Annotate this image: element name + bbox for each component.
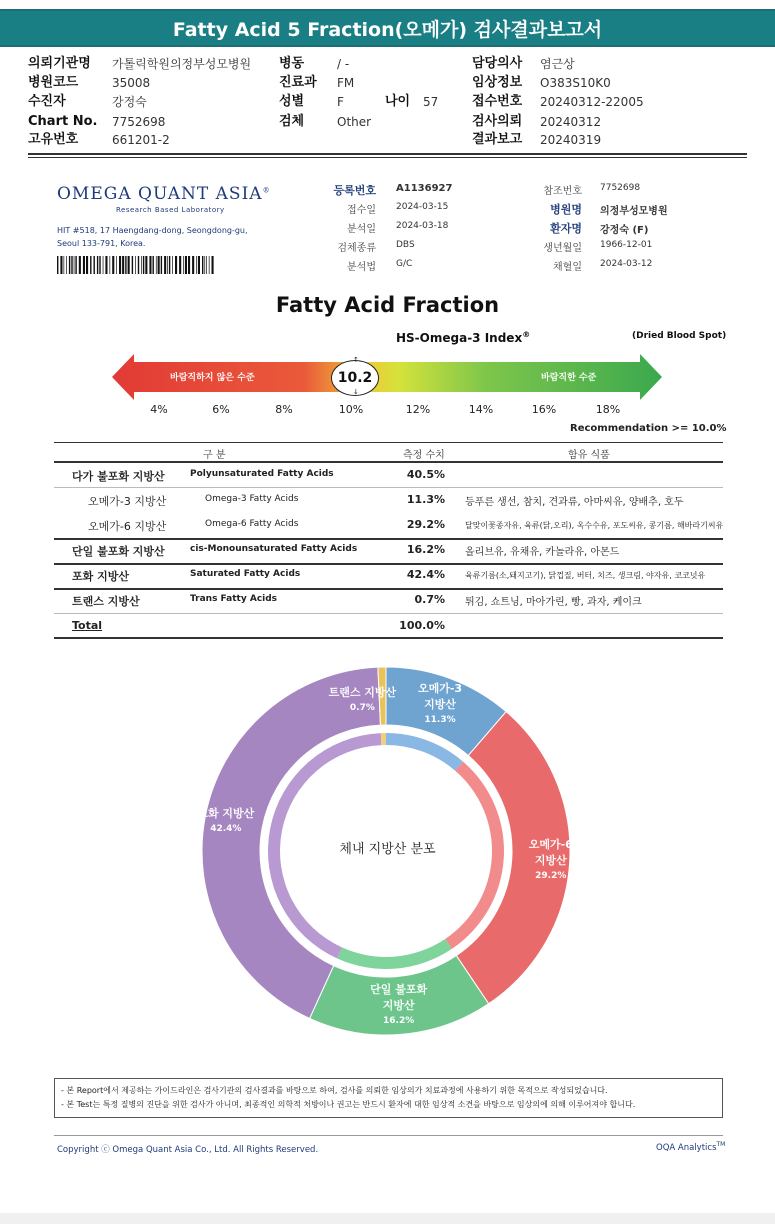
label-patient: 수진자 — [28, 94, 66, 109]
barcode-bar — [196, 256, 197, 274]
barcode-bar — [212, 256, 214, 274]
label-hospital-name: 병원명 — [550, 203, 582, 216]
barcode-bar — [99, 256, 100, 274]
barcode-bar — [172, 256, 173, 274]
barcode-bar — [60, 256, 62, 274]
barcode-bar — [86, 256, 88, 274]
value-specimen: Other — [337, 115, 372, 129]
barcode-bar — [110, 256, 111, 274]
row-en: Polyunsaturated Fatty Acids — [190, 469, 334, 479]
label-patient-name: 환자명 — [550, 222, 582, 235]
value-sex: F — [337, 95, 344, 109]
tick-label: 10% — [338, 403, 364, 416]
barcode-bar — [132, 256, 133, 274]
barcode-bar — [103, 256, 104, 274]
value-reference-no: 7752698 — [600, 183, 641, 193]
barcode-bar — [143, 256, 144, 274]
value-hospital-code: 35008 — [112, 76, 151, 90]
note-line: - 본 Report에서 제공하는 가이드라인은 검사기관의 검사결과를 바탕으로 하여, 검사를 의뢰한 임상의가 치료과정에 사용하기 위한 목적으로 작성되었습니다. — [61, 1086, 608, 1095]
label-hospital-code: 병원코드 — [28, 75, 79, 90]
lab-address-line2: Seoul 133-791, Korea. — [57, 239, 146, 248]
index-title: HS-Omega-3 Index® — [396, 330, 531, 345]
tick-label: 16% — [531, 403, 557, 416]
label-desirable: 바람직한 수준 — [541, 373, 597, 383]
label-physician: 담당의사 — [472, 56, 523, 71]
value-hospital-name: 의정부성모병원 — [600, 206, 668, 217]
label-receipt-date: 접수일 — [347, 205, 376, 216]
label-test-request: 검사의뢰 — [472, 114, 523, 129]
table-header-category: 구 분 — [203, 450, 226, 461]
table-header-line — [54, 461, 723, 463]
barcode-bar — [179, 256, 181, 274]
row-value: 40.5% — [406, 468, 445, 481]
row-value: 16.2% — [406, 543, 445, 556]
barcode-bar — [122, 256, 124, 274]
pointer-down-icon: ↓ — [353, 388, 359, 396]
label-receipt-no: 접수번호 — [472, 94, 523, 109]
lab-tagline: Research Based Laboratory — [116, 206, 225, 214]
barcode-bar — [105, 256, 107, 274]
barcode-bar — [57, 256, 58, 274]
donut-label-1 — [418, 681, 462, 727]
label-age: 나이 — [385, 94, 411, 109]
index-note: (Dried Blood Spot) — [632, 331, 727, 341]
label-analysis-date: 분석일 — [347, 224, 376, 235]
barcode-bar — [153, 256, 154, 274]
row-en: cis-Monounsaturated Fatty Acids — [190, 544, 358, 554]
barcode-bar — [145, 256, 147, 274]
donut-label-3 — [370, 982, 427, 1028]
donut-label-name: 지방산 — [382, 999, 415, 1013]
barcode-bar — [125, 256, 126, 274]
value-analysis-date: 2024-03-18 — [396, 221, 449, 231]
barcode-bar — [128, 256, 130, 274]
row-ko: 트랜스 지방산 — [72, 595, 140, 608]
barcode-image — [57, 256, 215, 274]
total-value: 100.0% — [399, 619, 445, 632]
bottom-strip — [0, 1213, 775, 1224]
donut-label-percent: 11.3% — [424, 714, 456, 725]
label-clinical-info: 임상정보 — [472, 75, 523, 90]
label-requesting-institution: 의뢰기관명 — [28, 56, 91, 71]
value-test-request: 20240312 — [540, 115, 602, 129]
footer-divider — [54, 1135, 723, 1136]
label-specimen: 검체 — [279, 114, 305, 129]
barcode-bar — [69, 256, 70, 274]
row-en: Omega-6 Fatty Acids — [205, 519, 299, 529]
row-value: 11.3% — [406, 493, 445, 506]
barcode-bar — [202, 256, 203, 274]
row-ko: 오메가-3 지방산 — [88, 495, 167, 508]
label-unique-id: 고유번호 — [28, 132, 79, 147]
value-age: 57 — [423, 95, 439, 109]
label-registration-no: 등록번호 — [333, 184, 376, 197]
label-chart-no: Chart No. — [28, 114, 98, 129]
value-receipt-date: 2024-03-15 — [396, 202, 449, 212]
donut-label-percent: 16.2% — [383, 1016, 415, 1027]
row-food: 올리브유, 유채유, 카놀라유, 아몬드 — [465, 547, 620, 558]
barcode-bar — [116, 256, 117, 274]
row-divider — [54, 487, 723, 488]
value-department: FM — [337, 76, 355, 90]
label-analysis-method: 분석법 — [347, 262, 376, 273]
row-ko: 포화 지방산 — [72, 570, 129, 583]
row-ko: 다가 불포화 지방산 — [72, 470, 165, 483]
row-ko: 오메가-6 지방산 — [88, 520, 167, 533]
tick-label: 12% — [405, 403, 431, 416]
header-divider-top — [28, 153, 747, 155]
barcode-bar — [158, 256, 160, 274]
value-analysis-method: G/C — [396, 259, 413, 269]
barcode-bar — [149, 256, 151, 274]
donut-label-name: 트랜스 지방산 — [328, 686, 397, 700]
barcode-bar — [97, 256, 98, 274]
barcode-bar — [183, 256, 184, 274]
value-patient-name: 강정숙 (F) — [600, 225, 649, 236]
barcode-bar — [188, 256, 190, 274]
index-value: 10.2 — [337, 370, 373, 386]
barcode-bar — [198, 256, 200, 274]
lab-address-line1: HIT #518, 17 Haengdang-dong, Seongdong-gu, — [57, 226, 248, 235]
donut-label-percent: 42.4% — [210, 824, 242, 835]
value-chart-no: 7752698 — [112, 115, 166, 129]
value-birth-date: 1966-12-01 — [600, 240, 653, 250]
section-title: Fatty Acid Fraction — [275, 293, 500, 317]
value-unique-id: 661201-2 — [112, 133, 170, 147]
barcode-bar — [206, 256, 207, 274]
value-receipt-no: 20240312-22005 — [540, 95, 644, 109]
donut-label-name: 단일 불포화 — [370, 983, 428, 997]
label-department: 진료과 — [279, 75, 317, 90]
barcode-bar — [192, 256, 194, 274]
barcode-bar — [64, 256, 65, 274]
value-collection-date: 2024-03-12 — [600, 259, 653, 269]
label-specimen-type: 검체종류 — [337, 243, 376, 254]
donut-label-name: 지방산 — [424, 697, 456, 711]
barcode-bar — [138, 256, 139, 274]
value-ward: / - — [337, 57, 350, 71]
barcode-bar — [74, 256, 75, 274]
recommendation: Recommendation >= 10.0% — [570, 423, 727, 434]
barcode-bar — [161, 256, 162, 274]
row-divider — [54, 613, 723, 614]
row-divider — [54, 588, 723, 590]
row-divider — [54, 563, 723, 565]
table-header-value: 측정 수치 — [403, 450, 445, 461]
table-top-line — [54, 442, 723, 443]
total-label: Total — [72, 619, 103, 632]
donut-label-name: 포화 지방산 — [197, 807, 255, 821]
disclaimer-notes — [54, 1078, 723, 1118]
copyright: Copyright ⓒ Omega Quant Asia Co., Ltd. All Rights Reserved. — [57, 1145, 319, 1155]
donut-label-percent: 29.2% — [535, 871, 567, 882]
barcode-bar — [83, 256, 85, 274]
value-specimen-type: DBS — [396, 240, 415, 250]
row-ko: 단일 불포화 지방산 — [72, 545, 165, 558]
row-value: 29.2% — [406, 518, 445, 531]
label-collection-date: 채혈일 — [553, 262, 582, 273]
barcode-bar — [135, 256, 136, 274]
donut-inner-ring-segment-3 — [337, 939, 452, 969]
barcode-bar — [169, 256, 170, 274]
row-en: Trans Fatty Acids — [190, 594, 278, 604]
barcode-bar — [141, 256, 142, 274]
donut-label-name: 오메가-3 — [417, 681, 463, 695]
donut-label-percent: 0.7% — [349, 703, 375, 714]
barcode-bar — [66, 256, 67, 274]
label-birth-date: 생년월일 — [543, 243, 582, 254]
tick-label: 4% — [150, 403, 168, 416]
pointer-up-icon: ↑ — [353, 356, 359, 364]
value-result-report: 20240319 — [540, 133, 602, 147]
barcode-bar — [79, 256, 81, 274]
barcode-bar — [90, 256, 91, 274]
row-divider — [54, 538, 723, 540]
row-food: 육류기름(소,돼지고기), 닭껍질, 버터, 치즈, 생크림, 야자유, 코코넛유 — [465, 571, 706, 580]
row-food: 튀김, 쇼트닝, 마아가린, 빵, 과자, 케이크 — [465, 597, 642, 608]
barcode-bar — [75, 256, 76, 274]
row-food: 달맞이꽃종자유, 육류(닭,오리), 옥수수유, 포도씨유, 콩기름, 해바라기씨유 — [465, 521, 724, 530]
label-reference-no: 참조번호 — [543, 186, 582, 197]
donut-inner-ring-segment-5 — [381, 733, 386, 745]
barcode-bar — [71, 256, 72, 274]
barcode-bar — [167, 256, 168, 274]
tick-label: 18% — [595, 403, 621, 416]
barcode-bar — [112, 256, 114, 274]
barcode-bar — [204, 256, 205, 274]
header-divider-bottom — [28, 157, 747, 158]
barcode-bar — [185, 256, 187, 274]
report-title: Fatty Acid 5 Fraction(오메가) 검사결과보고서 — [0, 9, 775, 47]
label-ward: 병동 — [279, 56, 305, 71]
label-sex: 성별 — [279, 94, 305, 109]
value-physician: 염근상 — [540, 57, 575, 71]
barcode-bar — [175, 256, 177, 274]
donut-label-2 — [529, 837, 573, 883]
donut-label-name: 오메가-6 — [528, 838, 573, 852]
tick-label: 6% — [212, 403, 230, 416]
row-value: 0.7% — [414, 593, 445, 606]
table-bottom-line — [54, 637, 723, 639]
barcode-bar — [209, 256, 210, 274]
value-requesting-institution: 가톨릭학원의정부성모병원 — [112, 57, 252, 71]
row-en: Omega-3 Fatty Acids — [205, 494, 299, 504]
label-result-report: 결과보고 — [472, 132, 523, 147]
donut-label-name: 지방산 — [534, 854, 567, 868]
barcode-bar — [164, 256, 166, 274]
barcode-bar — [94, 256, 95, 274]
donut-label-4 — [197, 806, 254, 836]
donut-label-5 — [329, 685, 397, 715]
value-registration-no: A1136927 — [396, 183, 453, 194]
brand-mark: OQA Analytics™ — [656, 1141, 726, 1153]
value-patient: 강정숙 — [112, 95, 147, 109]
row-food: 등푸른 생선, 참치, 견과류, 아마씨유, 양배추, 호두 — [465, 497, 684, 508]
tick-label: 8% — [275, 403, 293, 416]
row-en: Saturated Fatty Acids — [190, 569, 301, 579]
donut-center-title: 체내 지방산 분포 — [339, 842, 436, 857]
table-header-food: 함유 식품 — [568, 450, 610, 461]
note-line: - 본 Test는 특정 질병의 진단을 위한 검사가 아니며, 최종적인 의학적 처방이나 권고는 반드시 환자에 대한 임상적 소견을 바탕으로 임상의에 의해 이루어져야 합니다. — [61, 1100, 636, 1109]
lab-logo: OMEGA QUANT ASIA® — [57, 184, 271, 204]
row-value: 42.4% — [406, 568, 445, 581]
tick-label: 14% — [468, 403, 494, 416]
barcode-bar — [156, 256, 157, 274]
barcode-bar — [119, 256, 121, 274]
label-undesirable: 바람직하지 않은 수준 — [170, 373, 255, 383]
value-clinical-info: O383S10K0 — [540, 76, 611, 90]
